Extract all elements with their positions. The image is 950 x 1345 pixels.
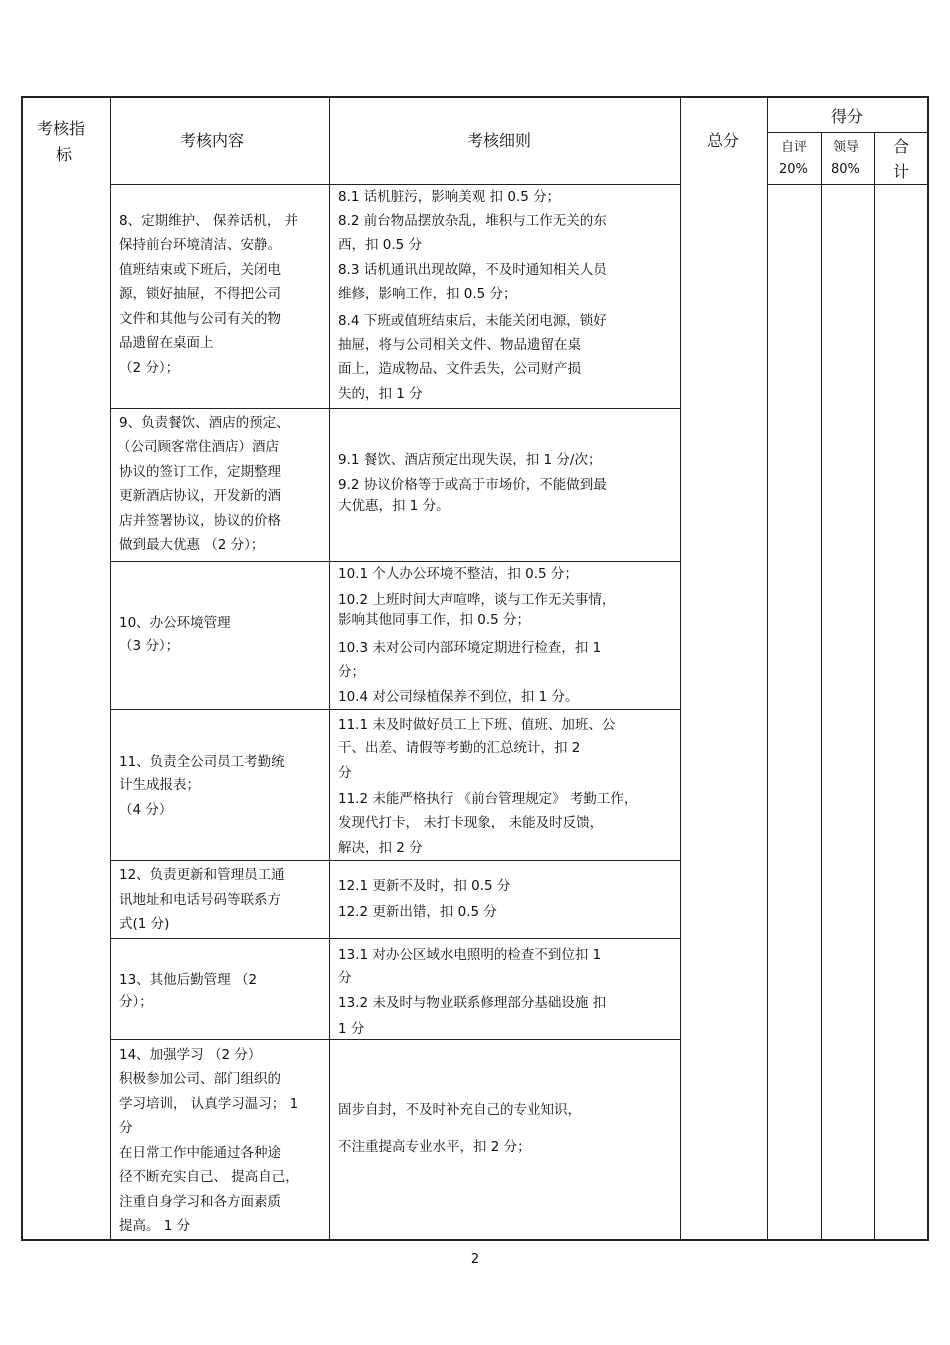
- col-divider: [110, 97, 111, 1240]
- col-divider: [767, 97, 768, 1240]
- header-leader-label: 领导: [833, 140, 860, 155]
- content-line: 14、加强学习 （2 分）: [119, 1047, 262, 1063]
- row-divider: [110, 1039, 681, 1040]
- rule-line: 维修，影响工作，扣 0.5 分；: [338, 286, 517, 302]
- rule-line: 8.3 话机通讯出现故障，不及时通知相关人员: [338, 262, 607, 278]
- rule-line: 10.1 个人办公环境不整洁，扣 0.5 分；: [338, 566, 578, 582]
- content-line: 积极参加公司、部门组织的: [119, 1071, 281, 1087]
- row-divider: [110, 408, 681, 409]
- rule-line: 8.1 话机脏污，影响美观 扣 0.5 分；: [338, 189, 561, 205]
- header-leader-pct: 80%: [831, 162, 860, 177]
- content-line: 更新酒店协议，开发新的酒: [119, 488, 281, 504]
- content-line: 做到最大优惠 （2 分）；: [119, 537, 265, 553]
- content-line: （3 分）；: [119, 638, 180, 654]
- col-divider: [821, 132, 822, 1240]
- rule-line: 10.4 对公司绿植保养不到位，扣 1 分。: [338, 689, 579, 705]
- col-divider: [680, 97, 681, 1240]
- rule-line: 8.4 下班或值班结束后，未能关闭电源，锁好: [338, 313, 607, 329]
- rule-line: 抽屉，将与公司相关文件、物品遗留在桌: [338, 337, 581, 353]
- rule-line: 失的，扣 1 分: [338, 386, 423, 402]
- row-divider: [110, 938, 681, 939]
- content-line: 品遗留在桌面上: [119, 335, 214, 351]
- content-line: 计生成报表；: [119, 777, 200, 793]
- content-line: 源，锁好抽屉，不得把公司: [119, 286, 281, 302]
- rule-line: 11.1 未及时做好员工上下班、值班、加班、公: [338, 717, 616, 733]
- header-rules: 考核细则: [467, 131, 532, 150]
- rule-line: 影响其他同事工作，扣 0.5 分；: [338, 612, 531, 628]
- page-number: 2: [470, 1252, 480, 1267]
- content-line: 9、负责餐饮、酒店的预定、: [119, 415, 290, 431]
- col-divider: [874, 132, 875, 1240]
- rule-line: 1 分: [338, 1021, 365, 1037]
- content-line: 12、负责更新和管理员工通: [119, 867, 285, 883]
- rule-line: 西，扣 0.5 分: [338, 237, 423, 253]
- content-line: 13、其他后勤管理 （2: [119, 972, 258, 988]
- rule-line: 面上，造成物品、文件丢失，公司财产损: [338, 361, 581, 377]
- rule-line: 10.2 上班时间大声喧哗，谈与工作无关事情，: [338, 592, 616, 608]
- content-line: 注重自身学习和各方面素质: [119, 1194, 281, 1210]
- rule-line: 9.2 协议价格等于或高于市场价，不能做到最: [338, 477, 607, 493]
- header-sum-line1: 合: [893, 137, 910, 156]
- col-divider: [329, 97, 330, 1240]
- rule-line: 13.2 未及时与物业联系修理部分基础设施 扣: [338, 995, 607, 1011]
- content-line: 保持前台环境清洁、安静。: [119, 237, 281, 253]
- content-line: 值班结束或下班后，关闭电: [119, 262, 281, 278]
- header-self-eval-label: 自评: [781, 140, 808, 155]
- rule-line: 干、出差、请假等考勤的汇总统计，扣 2: [338, 740, 581, 756]
- content-line: 提高。 1 分: [119, 1218, 191, 1234]
- content-line: （4 分）: [119, 802, 173, 818]
- rule-line: 12.1 更新不及时，扣 0.5 分: [338, 878, 511, 894]
- content-line: 店并签署协议，协议的价格: [119, 513, 281, 529]
- rule-line: 固步自封，不及时补充自己的专业知识，: [338, 1102, 581, 1118]
- content-line: 10、办公环境管理: [119, 615, 231, 631]
- header-self-eval-pct: 20%: [779, 162, 808, 177]
- row-divider: [768, 132, 928, 133]
- content-line: （2 分）；: [119, 360, 180, 376]
- header-total: 总分: [707, 131, 740, 150]
- header-indicator-line1: 考核指: [37, 119, 86, 138]
- rule-line: 分；: [338, 664, 365, 680]
- content-line: 8、定期维护、 保养话机， 并: [119, 213, 299, 229]
- header-content: 考核内容: [180, 131, 245, 150]
- rule-line: 解决，扣 2 分: [338, 840, 423, 856]
- content-line: 在日常工作中能通过各种途: [119, 1145, 281, 1161]
- content-line: 讯地址和电话号码等联系方: [119, 892, 281, 908]
- content-line: 式(1 分): [119, 916, 170, 932]
- content-line: 学习培训， 认真学习温习； 1: [119, 1096, 299, 1112]
- rule-line: 9.1 餐饮、酒店预定出现失误，扣 1 分/次；: [338, 452, 602, 468]
- rule-line: 8.2 前台物品摆放杂乱，堆积与工作无关的东: [338, 213, 607, 229]
- content-line: （公司顾客常住酒店）酒店: [117, 439, 279, 455]
- rule-line: 分: [338, 970, 352, 986]
- rule-line: 11.2 未能严格执行 《前台管理规定》 考勤工作，: [338, 791, 638, 807]
- rule-line: 大优惠，扣 1 分。: [338, 498, 450, 514]
- row-divider: [768, 184, 928, 185]
- content-line: 文件和其他与公司有关的物: [119, 311, 281, 327]
- rule-line: 分: [338, 765, 352, 781]
- header-sum-line2: 计: [893, 162, 910, 181]
- rule-line: 发现代打卡， 未打卡现象， 未能及时反馈，: [338, 815, 604, 831]
- rule-line: 12.2 更新出错，扣 0.5 分: [338, 904, 497, 920]
- content-line: 分）；: [119, 994, 153, 1010]
- rule-line: 10.3 未对公司内部环境定期进行检查，扣 1: [338, 640, 602, 656]
- header-score: 得分: [831, 107, 864, 126]
- header-indicator-line2: 标: [56, 145, 73, 164]
- rule-line: 13.1 对办公区域水电照明的检查不到位扣 1: [338, 947, 602, 963]
- rule-line: 不注重提高专业水平，扣 2 分；: [338, 1139, 531, 1155]
- content-line: 11、负责全公司员工考勤统: [119, 754, 285, 770]
- content-line: 径不断充实自己、 提高自己，: [119, 1169, 299, 1185]
- content-line: 协议的签订工作，定期整理: [119, 464, 281, 480]
- content-line: 分: [119, 1120, 133, 1136]
